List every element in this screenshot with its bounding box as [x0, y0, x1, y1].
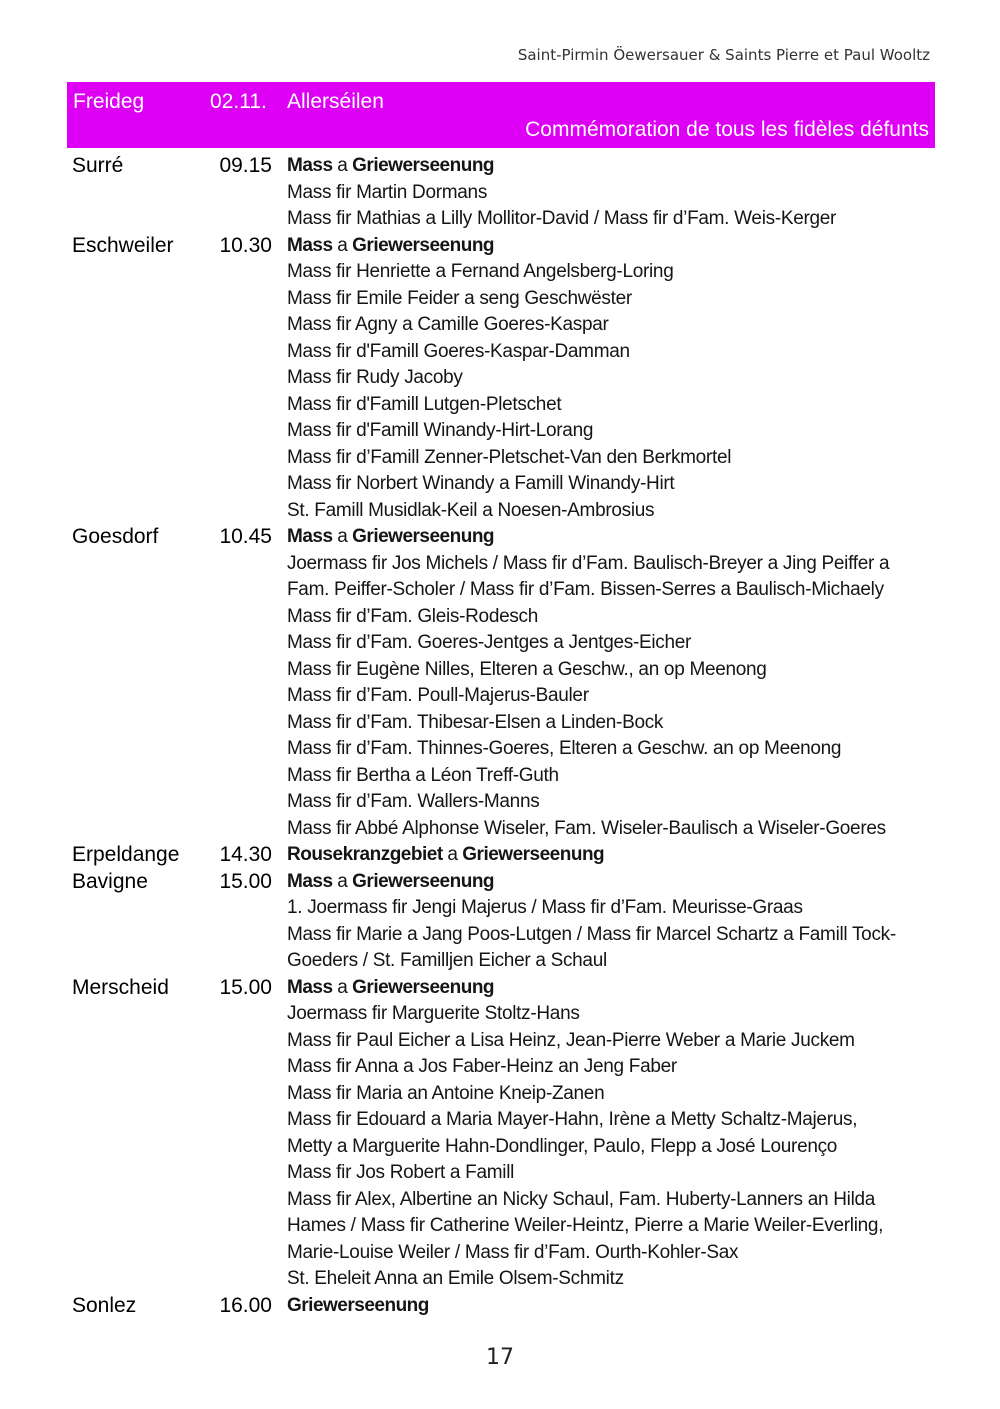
service-blessing: Griewerseenung — [352, 526, 495, 547]
service-type: Mass — [287, 234, 333, 256]
intention-line: Mass fir Alex, Albertine an Nicky Schaul, Fam. Huberty-Lanners an Hilda — [287, 1188, 876, 1210]
entry-time: 16.00 — [219, 1293, 272, 1317]
schedule-entry — [72, 1293, 932, 1320]
service-type: Griewerseenung — [287, 1294, 429, 1316]
entry-place: Erpeldange — [72, 843, 180, 866]
entry-place: Bavigne — [72, 869, 148, 893]
entry-place: Eschweiler — [72, 233, 174, 257]
intention-line: Marie-Louise Weiler / Mass fir d’Fam. Ourth-Kohler-Sax — [287, 1241, 739, 1263]
entry-time: 15.00 — [219, 975, 272, 999]
entry-place: Surré — [72, 154, 124, 177]
service-type: Mass — [287, 155, 333, 176]
intention-line: Mass fir Norbert Winandy a Famill Winandy-Hirt — [287, 473, 675, 494]
banner-date: 02.11. — [210, 90, 267, 113]
intention-line: St. Famill Musidlak-Keil a Noesen-Ambrosius — [287, 499, 655, 521]
entry-lines — [287, 975, 932, 1293]
intention-line: Mass fir d’Fam. Gleis-Rodesch — [287, 605, 539, 627]
intention-line: Mass fir Agny a Camille Goeres-Kaspar — [287, 314, 609, 335]
entry-service-title — [287, 1293, 932, 1320]
intention-line: Mass fir d’Famill Zenner-Pletschet-Van den Berkmortel — [287, 446, 732, 468]
intention-line: Mass fir Abbé Alphonse Wiseler, Fam. Wiseler-Baulisch a Wiseler-Goeres — [287, 817, 886, 839]
service-connector: a — [332, 155, 353, 176]
service-connector: a — [332, 526, 353, 547]
intention-line: Mass fir Emile Feider a seng Geschwëster — [287, 287, 632, 309]
entry-service-title — [287, 524, 932, 551]
intention-line: Mass fir Paul Eicher a Lisa Heinz, Jean-Pierre Weber a Marie Juckem — [287, 1029, 855, 1051]
intention-line: Mass fir Rudy Jacoby — [287, 367, 463, 388]
intention-line: Mass fir d’Fam. Goeres-Jentges a Jentges-Eicher — [287, 632, 692, 653]
intention-line: Metty a Marguerite Hahn-Dondlinger, Paulo, Flepp a José Lourenço — [287, 1135, 838, 1157]
intention-line: Mass fir d’Fam. Wallers-Manns — [287, 791, 540, 812]
intention-line: Mass fir Jos Robert a Famill — [287, 1162, 515, 1183]
service-blessing: Griewerseenung — [462, 844, 605, 865]
entry-time: 10.30 — [219, 233, 272, 257]
entry-lines — [287, 153, 932, 233]
intention-line: Mass fir Martin Dormans — [287, 181, 488, 203]
banner-subtitle: Commémoration de tous les fidèles défunts — [525, 118, 929, 141]
service-blessing: Griewerseenung — [352, 155, 495, 176]
service-type: Mass — [287, 976, 333, 998]
entry-lines — [287, 842, 932, 869]
intention-line: Mass fir d'Famill Lutgen-Pletschet — [287, 393, 562, 415]
service-connector: a — [332, 976, 353, 998]
entry-time: 14.30 — [219, 843, 272, 866]
service-type: Rousekranzgebiet — [287, 844, 443, 865]
intention-line: Mass fir d’Fam. Poull-Majerus-Bauler — [287, 685, 589, 706]
intention-line: Hames / Mass fir Catherine Weiler-Heintz, Pierre a Marie Weiler-Everling, — [287, 1215, 884, 1236]
service-connector: a — [332, 234, 353, 256]
service-connector: a — [442, 844, 463, 865]
entry-lines — [287, 869, 932, 975]
intention-line: Mass fir Bertha a Léon Treff-Guth — [287, 764, 559, 786]
running-header: Saint-Pirmin Öewersauer & Saints Pierre et Paul Wooltz — [517, 46, 930, 64]
schedule-entry — [72, 842, 932, 869]
entry-service-title — [287, 153, 932, 180]
service-blessing: Griewerseenung — [352, 234, 495, 256]
intention-line: Mass fir Maria an Antoine Kneip-Zanen — [287, 1082, 605, 1104]
intention-line: Mass fir Anna a Jos Faber-Heinz an Jeng Faber — [287, 1056, 677, 1077]
intention-line: Mass fir Edouard a Maria Mayer-Hahn, Irène a Metty Schaltz-Majerus, — [287, 1109, 858, 1130]
intention-line: Goeders / St. Familljen Eicher a Schaul — [287, 950, 607, 971]
intention-line: Mass fir Henriette a Fernand Angelsberg-Loring — [287, 261, 674, 282]
entry-place: Sonlez — [72, 1293, 137, 1317]
day-banner — [67, 82, 935, 148]
intention-line: Joermass fir Jos Michels / Mass fir d’Fam. Baulisch-Breyer a Jing Peiffer a — [287, 552, 890, 574]
schedule-entry — [72, 233, 932, 525]
intention-line: 1. Joermass fir Jengi Majerus / Mass fir d’Fam. Meurisse-Graas — [287, 897, 803, 918]
intention-line: Mass fir d'Famill Goeres-Kaspar-Damman — [287, 340, 630, 362]
schedule-entry — [72, 869, 932, 975]
intention-line: Mass fir d’Fam. Thinnes-Goeres, Elteren a Geschw. an op Meenong — [287, 738, 842, 759]
entry-time: 15.00 — [219, 869, 272, 893]
banner-feast: Allerséilen — [287, 90, 384, 113]
entry-lines — [287, 233, 932, 525]
service-blessing: Griewerseenung — [352, 870, 495, 892]
entry-time: 09.15 — [219, 154, 272, 177]
intention-line: Mass fir Eugène Nilles, Elteren a Geschw., an op Meenong — [287, 658, 767, 680]
intention-line: Joermass fir Marguerite Stoltz-Hans — [287, 1003, 580, 1024]
banner-day: Freideg — [73, 90, 145, 113]
entry-time: 10.45 — [219, 525, 272, 548]
schedule-entry — [72, 153, 932, 233]
schedule-entry — [72, 975, 932, 1293]
entry-service-title — [287, 842, 932, 869]
entry-lines — [287, 1293, 932, 1320]
intention-line: St. Eheleit Anna an Emile Olsem-Schmitz — [287, 1268, 624, 1289]
intention-line: Fam. Peiffer-Scholer / Mass fir d’Fam. Bissen-Serres a Baulisch-Michaely — [287, 579, 884, 600]
entry-place: Goesdorf — [72, 525, 159, 548]
intention-line: Mass fir d'Famill Winandy-Hirt-Lorang — [287, 420, 594, 441]
schedule-entry — [72, 524, 932, 842]
intention-line: Mass fir Mathias a Lilly Mollitor-David / Mass fir d’Fam. Weis-Kerger — [287, 208, 837, 229]
service-type: Mass — [287, 870, 333, 892]
entry-service-title — [287, 869, 932, 896]
service-type: Mass — [287, 526, 333, 547]
entry-place: Merscheid — [72, 975, 169, 999]
page-number: 17 — [486, 1345, 514, 1370]
intention-line: Mass fir d’Fam. Thibesar-Elsen a Linden-Bock — [287, 711, 664, 733]
intention-line: Mass fir Marie a Jang Poos-Lutgen / Mass fir Marcel Schartz a Famill Tock- — [287, 923, 896, 945]
entry-lines — [287, 524, 932, 842]
service-blessing: Griewerseenung — [352, 976, 495, 998]
entry-service-title — [287, 233, 932, 260]
entry-service-title — [287, 975, 932, 1002]
service-connector: a — [332, 870, 353, 892]
mass-schedule — [72, 153, 932, 1319]
